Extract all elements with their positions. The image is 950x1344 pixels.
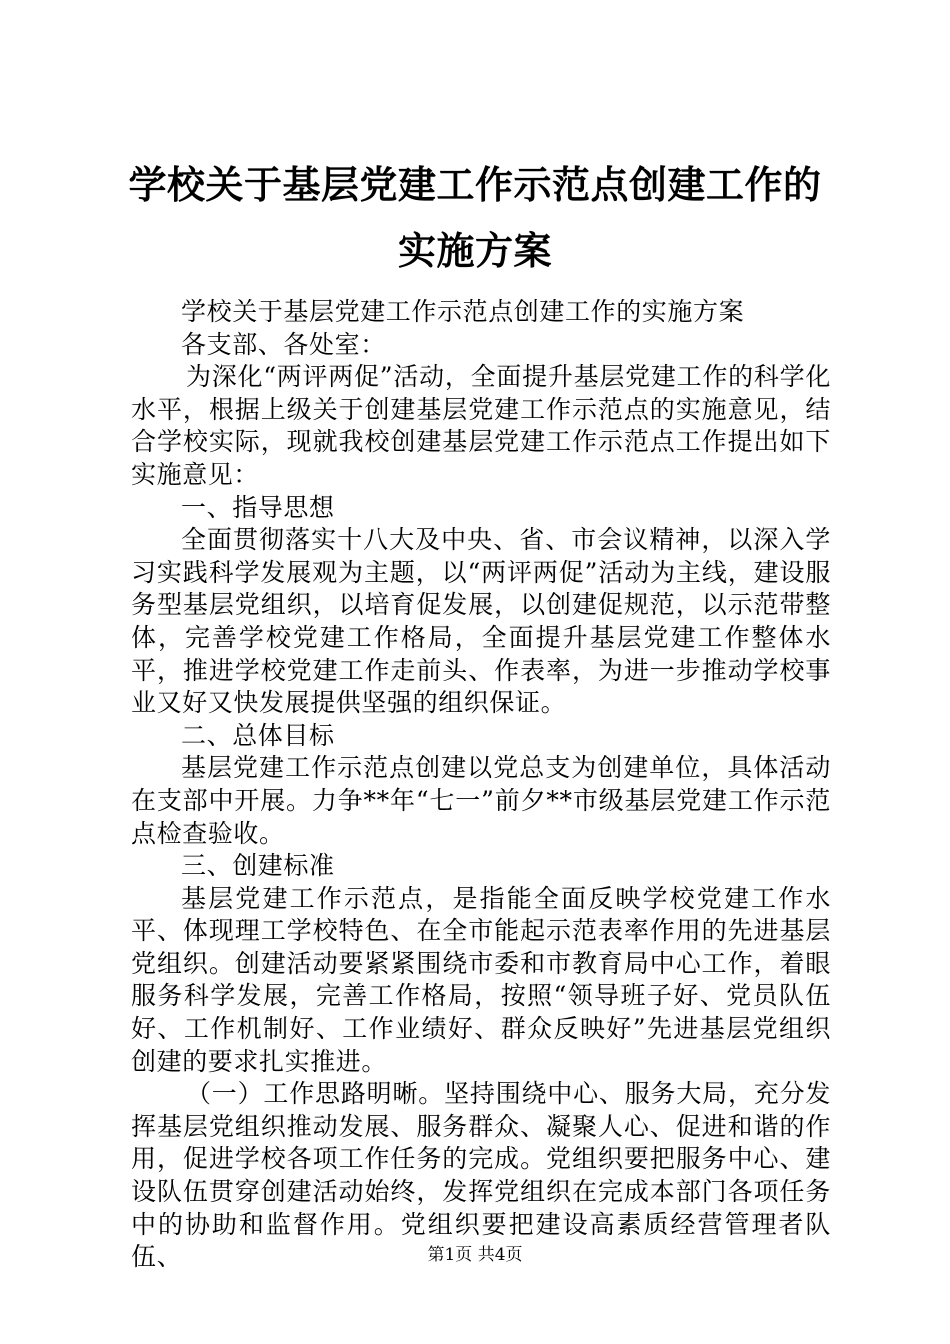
paragraph-item-one: （一）工作思路明晰。坚持围绕中心、服务大局，充分发挥基层党组织推动发展、服务群众、凝聚人心、促进和谐的作用，促进学校各项工作任务的完成。党组织要把服务中心、建设队伍贯穿创建活动始终，发挥党组织在完成本部门各项任务中的协助和监督作用。党组织要把建设高素质经营管理者队伍、 (131, 1079, 831, 1272)
paragraph-salutation: 各支部、各处室： (181, 329, 386, 359)
paragraph-intro: 为深化“两评两促”活动，全面提升基层党建工作的科学化水平，根据上级关于创建基层党建工作示范点的实施意见，结合学校实际，现就我校创建基层党建工作示范点工作提出如下实施意见： (131, 362, 831, 489)
section-heading-guiding-thought: 一、指导思想 (181, 492, 335, 522)
paragraph-standards: 基层党建工作示范点，是指能全面反映学校党建工作水平、体现理工学校特色、在全市能起示范表率作用的先进基层党组织。创建活动要紧紧围绕市委和市教育局中心工作，着眼服务科学发展，完善工作格局，按照“领导班子好、党员队伍好、工作机制好、工作业绩好、群众反映好”先进基层党组织创建的要求扎实推进。 (131, 883, 831, 1076)
section-heading-standards: 三、创建标准 (181, 851, 335, 881)
paragraph-guiding-thought: 全面贯彻落实十八大及中央、省、市会议精神，以深入学习实践科学发展观为主题，以“两评两促”活动为主线，建设服务型基层党组织，以培育促发展，以创建促规范，以示范带整体，完善学校党建工作格局，全面提升基层党建工作整体水平，推进学校党建工作走前头、作表率，为进一步推动学校事业又好又快发展提供坚强的组织保证。 (131, 525, 831, 718)
document-title: 学校关于基层党建工作示范点创建工作的实施方案 (128, 162, 822, 273)
document-body (131, 296, 831, 1274)
section-heading-overall-goal: 二、总体目标 (181, 720, 335, 750)
paragraph-overall-goal: 基层党建工作示范点创建以党总支为创建单位，具体活动在支部中开展。力争**年“七一”前夕**市级基层党建工作示范点检查验收。 (131, 753, 831, 848)
page-number-footer: 第1页 共4页 (427, 1245, 523, 1265)
paragraph-heading-repeat: 学校关于基层党建工作示范点创建工作的实施方案 (181, 297, 745, 326)
